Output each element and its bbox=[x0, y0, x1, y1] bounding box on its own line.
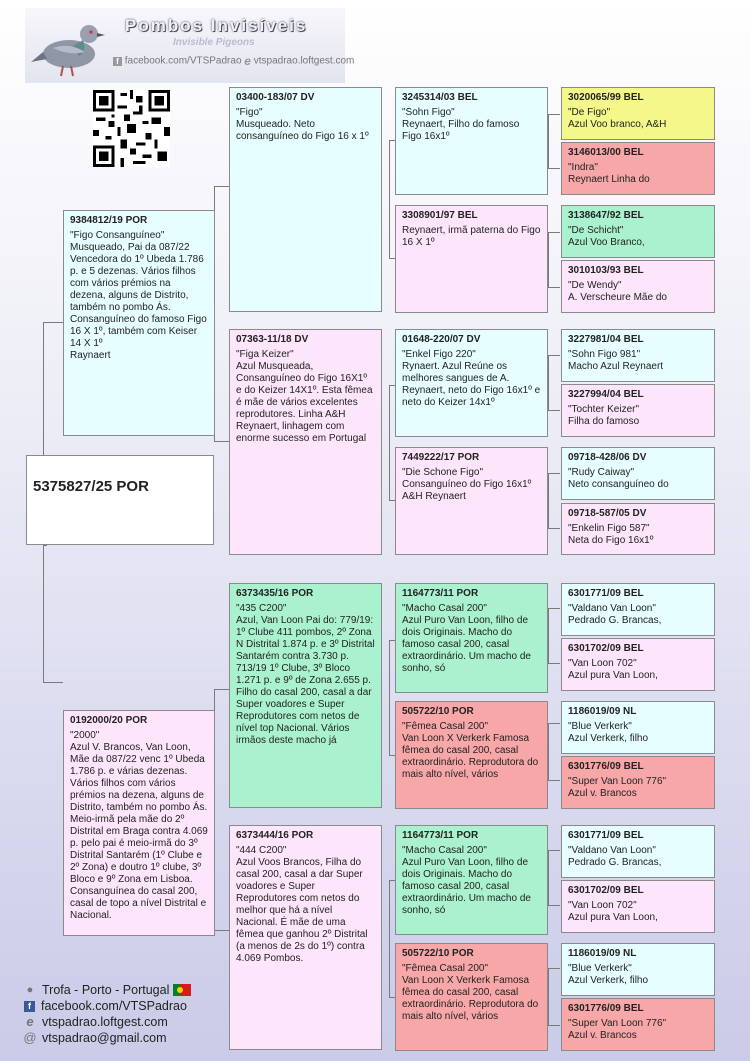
pedigree-box-g3-7[interactable] bbox=[395, 825, 548, 935]
footer-email-row bbox=[22, 1030, 191, 1046]
description: "Macho Casal 200" Azul Puro Van Loon, filho de dois Originais. Macho do famoso casal 200, casal extraordinário. Um macho de sonho, só bbox=[402, 603, 531, 674]
description: "Enkelin Figo 587" Neta do Figo 16x1º bbox=[568, 523, 654, 546]
footer-email-link[interactable]: vtspadrao@gmail.com bbox=[42, 1031, 167, 1045]
description: "Rudy Caiway" Neto consanguíneo do bbox=[568, 467, 669, 490]
ring-number: 6301771/09 BEL bbox=[568, 830, 644, 841]
pedigree-box-g4-12[interactable] bbox=[561, 756, 715, 809]
description: "De Figo" Azul Voo branco, A&H bbox=[568, 107, 667, 130]
description: "Sohn Figo" Reynaert, Filho do famoso Figo 16x1º bbox=[402, 107, 520, 142]
ring-number: 3010103/93 BEL bbox=[568, 265, 644, 276]
description: "Sohn Figo 981" Macho Azul Reynaert bbox=[568, 349, 664, 372]
ring-number: 07363-11/18 DV bbox=[236, 334, 309, 345]
description: "Van Loon 702" Azul pura Van Loon, bbox=[568, 658, 658, 681]
facebook-icon: f bbox=[113, 57, 122, 66]
pedigree-box-g3-1[interactable] bbox=[395, 87, 548, 195]
pedigree-box-g3-6[interactable] bbox=[395, 701, 548, 809]
description: "Valdano Van Loon" Pedrado G. Brancas, bbox=[568, 845, 662, 868]
pedigree-box-g3-4[interactable] bbox=[395, 447, 548, 555]
footer-location: Trofa - Porto - Portugal bbox=[42, 983, 170, 997]
brand-subtitle: Invisible Pigeons bbox=[173, 37, 255, 48]
description: "Die Schone Figo" Consanguíneo do Figo 16x1º A&H Reynaert bbox=[402, 467, 532, 502]
ring-number: 3308901/97 BEL bbox=[402, 210, 478, 221]
ring-number: 09718-428/06 DV bbox=[568, 452, 647, 463]
pedigree-box-g4-8[interactable] bbox=[561, 503, 715, 555]
facebook-icon: f bbox=[24, 1001, 35, 1012]
ring-number: 03400-183/07 DV bbox=[236, 92, 315, 103]
description: "De Wendy" A. Verscheure Mãe do bbox=[568, 280, 667, 303]
footer-facebook-link[interactable]: facebook.com/VTSPadrao bbox=[41, 999, 187, 1013]
ring-number: 6373435/16 POR bbox=[236, 588, 314, 599]
description: "Blue Verkerk" Azul Verkerk, filho bbox=[568, 963, 649, 986]
description: "Van Loon 702" Azul pura Van Loon, bbox=[568, 900, 658, 923]
location-pin-icon: ● bbox=[26, 984, 34, 996]
main-bird-box[interactable] bbox=[26, 455, 214, 545]
header-banner bbox=[25, 8, 355, 83]
brand-links bbox=[113, 54, 354, 68]
ring-number: 01648-220/07 DV bbox=[402, 334, 481, 345]
pedigree-box-g4-6[interactable] bbox=[561, 384, 715, 437]
description: "444 C200" Azul Voos Brancos, Filha do casal 200, casal a dar Super voadores e Super Reprodutores com netos do melhor que há a nível Nacional. É mãe de uma fêmea que ganhou 2º Distrital (a menos de 2s do 1º) contra 4.069 Pombos. bbox=[236, 845, 368, 964]
ring-number: 7449222/17 POR bbox=[402, 452, 480, 463]
header-website-link[interactable]: vtspadrao.loftgest.com bbox=[253, 55, 355, 67]
pigeon-icon bbox=[29, 12, 109, 82]
description: "Fêmea Casal 200" Van Loon X Verkerk Famosa fêmea do casal 200, casal extraordinário. Reprodutora do mais alto nível, vários bbox=[402, 721, 539, 780]
pedigree-box-g4-16[interactable] bbox=[561, 998, 715, 1051]
description: "Figa Keizer" Azul Musqueada, Consanguíneo do Figo 16X1º e do Keizer 14X1º. Esta fêmea é mãe de vários excelentes reprodutores. Linha A&H Reynaert, linhagem com enorme sucesso em Portugal bbox=[236, 349, 373, 444]
dam-box[interactable] bbox=[63, 710, 215, 936]
footer-contacts bbox=[22, 982, 191, 1046]
description: "Super Van Loon 776" Azul v. Brancos bbox=[568, 1018, 667, 1041]
ring-number: 3227994/04 BEL bbox=[568, 389, 644, 400]
pedigree-box-g3-8[interactable] bbox=[395, 943, 548, 1051]
pedigree-box-g2-2[interactable] bbox=[229, 329, 382, 555]
ring-number: 09718-587/05 DV bbox=[568, 508, 647, 519]
pedigree-box-g3-5[interactable] bbox=[395, 583, 548, 693]
pedigree-box-g2-3[interactable] bbox=[229, 583, 382, 808]
description: "Tochter Keizer" Filha do famoso bbox=[568, 404, 640, 427]
email-icon: @ bbox=[23, 1030, 37, 1045]
pedigree-box-g4-5[interactable] bbox=[561, 329, 715, 382]
ring-number: 3146013/00 BEL bbox=[568, 147, 644, 158]
pedigree-box-g4-15[interactable] bbox=[561, 943, 715, 996]
description: "435 C200" Azul, Van Loon Pai do: 779/19: 1º Clube 411 pombos, 2º Zona N Distrital 1.874 p. e 3º Distrital Santarém contra 3.730 p. 713/19 1º Clube, 3º Bloco 1.271 p. e 9º de Zona 2.655 p. Filho do casal 200, casal a dar Super voadores e Super Reprodutores com netos de nível top Nacional. Vários irmãos deste macho já bbox=[236, 603, 375, 746]
ring-number: 6301702/09 BEL bbox=[568, 643, 644, 654]
pedigree-box-g4-3[interactable] bbox=[561, 205, 715, 258]
description: "Fêmea Casal 200" Van Loon X Verkerk Famosa fêmea do casal 200, casal extraordinário. Reprodutora do mais alto nível, vários bbox=[402, 963, 539, 1022]
ring-number: 3138647/92 BEL bbox=[568, 210, 644, 221]
main-bird-ring: 5375827/25 POR bbox=[33, 478, 149, 495]
ring-number: 505722/10 POR bbox=[402, 948, 474, 959]
ring-number: 3245314/03 BEL bbox=[402, 92, 478, 103]
ring-number: 3227981/04 BEL bbox=[568, 334, 644, 345]
pedigree-box-g4-10[interactable] bbox=[561, 638, 715, 691]
pedigree-box-g4-2[interactable] bbox=[561, 142, 715, 195]
web-icon: e bbox=[244, 54, 251, 68]
footer-website-row bbox=[22, 1014, 191, 1030]
sire-box[interactable] bbox=[63, 210, 215, 436]
footer-website-link[interactable]: vtspadrao.loftgest.com bbox=[42, 1015, 168, 1029]
description: "Indra" Reynaert Linha do bbox=[568, 162, 650, 185]
ring-number: 6301702/09 BEL bbox=[568, 885, 644, 896]
pedigree-box-g4-13[interactable] bbox=[561, 825, 715, 878]
footer-location-row bbox=[22, 982, 191, 998]
brand-title: Pombos Invisíveis bbox=[125, 16, 308, 35]
footer-facebook-row bbox=[22, 998, 191, 1014]
pedigree-box-g4-7[interactable] bbox=[561, 447, 715, 500]
ring-number: 6301771/09 BEL bbox=[568, 588, 644, 599]
pedigree-box-g4-1[interactable] bbox=[561, 87, 715, 140]
dam-description: "2000" Azul V. Brancos, Van Loon, Mãe da 087/22 venc 1º Ubeda 1.786 p. e várias dezenas. Vários filhos com vários prémios na dezena, alguns de Distrito, também no pombo Ás. Meio-irmã pela mãe do 2º Distrital em Braga contra 4.069 p. pelo pai é meio-irmã do 3º Distrital Santarém (1º Clube e 2º Zona) e doutro 1º clube, 3º Bloco e 9º Zona em Lisboa. Consanguínea do casal 200, casal de topo a nível Distrital e Nacional. bbox=[70, 730, 208, 921]
header-facebook-link[interactable]: facebook.com/VTSPadrao bbox=[124, 55, 242, 67]
description: "Super Van Loon 776" Azul v. Brancos bbox=[568, 776, 667, 799]
description: "Blue Verkerk" Azul Verkerk, filho bbox=[568, 721, 649, 744]
pedigree-box-g4-14[interactable] bbox=[561, 880, 715, 933]
pedigree-box-g3-2[interactable] bbox=[395, 205, 548, 313]
ring-number: 1164773/11 POR bbox=[402, 830, 479, 841]
ring-number: 6373444/16 POR bbox=[236, 830, 314, 841]
ring-number: 505722/10 POR bbox=[402, 706, 474, 717]
ring-number: 1164773/11 POR bbox=[402, 588, 479, 599]
sire-description: "Figo Consanguíneo" Musqueado, Pai da 087/22 Vencedora do 1º Ubeda 1.786 p. e 5 dezenas. Vários filhos com vários prémios na dezena, alguns de Distrito, também no pombo Ás. Consanguíneo do famoso Figo 16 X 1º, também com Keiser 14 X 1º Raynaert bbox=[70, 230, 207, 361]
portugal-flag-icon bbox=[173, 984, 191, 996]
ring-number: 6301776/09 BEL bbox=[568, 761, 644, 772]
pedigree-box-g2-1[interactable] bbox=[229, 87, 382, 312]
dam-ring: 0192000/20 POR bbox=[70, 715, 148, 726]
description: "De Schicht" Azul Voo Branco, bbox=[568, 225, 645, 248]
web-icon: e bbox=[26, 1014, 34, 1029]
description: "Enkel Figo 220" Rynaert. Azul Reúne os melhores sangues de A. Reynaert, neto do Figo 16x1º e neto do Keizer 14x1º bbox=[402, 349, 541, 408]
qr-code[interactable] bbox=[93, 90, 170, 167]
ring-number: 3020065/99 BEL bbox=[568, 92, 644, 103]
description: "Figo" Musqueado. Neto consanguíneo do Figo 16 x 1º bbox=[236, 107, 369, 142]
sire-ring: 9384812/19 POR bbox=[70, 215, 148, 226]
pedigree-box-g4-9[interactable] bbox=[561, 583, 715, 636]
description: "Macho Casal 200" Azul Puro Van Loon, filho de dois Originais. Macho do famoso casal 200, casal extraordinário. Um macho de sonho, só bbox=[402, 845, 531, 916]
ring-number: 1186019/09 NL bbox=[568, 706, 637, 717]
pedigree-box-g2-4[interactable] bbox=[229, 825, 382, 1050]
description: Reynaert, irmã paterna do Figo 16 X 1º bbox=[402, 225, 541, 248]
pedigree-box-g4-4[interactable] bbox=[561, 260, 715, 313]
pedigree-box-g3-3[interactable] bbox=[395, 329, 548, 437]
description: "Valdano Van Loon" Pedrado G. Brancas, bbox=[568, 603, 662, 626]
ring-number: 1186019/09 NL bbox=[568, 948, 637, 959]
pedigree-box-g4-11[interactable] bbox=[561, 701, 715, 754]
ring-number: 6301776/09 BEL bbox=[568, 1003, 644, 1014]
